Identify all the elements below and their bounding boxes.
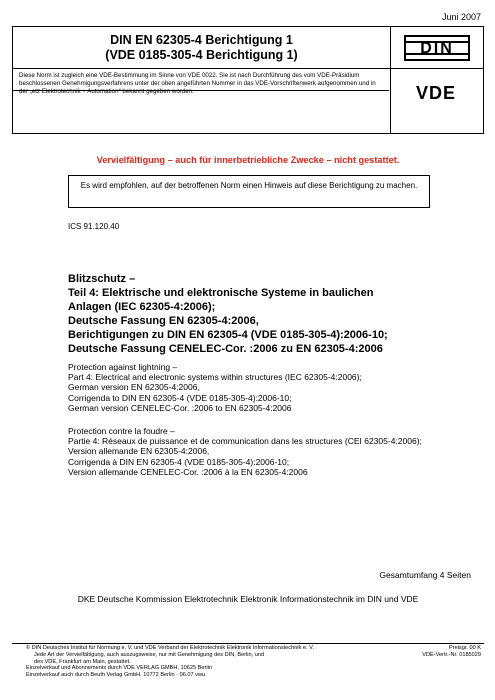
recommendation-box [68,175,430,208]
price-group: Preisgr. 00 K [448,645,481,651]
din-logo-text: DIN [420,40,454,57]
title-en-line: Protection against lightning – [68,362,178,372]
document-title: DIN EN 62305-4 Berichtigung 1 [110,33,293,47]
footer-line: Einzelverkauf und Abonnements durch VDE VERLAG GMBH, 10625 Berlin [26,665,212,672]
header-divider-vertical [390,27,391,133]
title-french [68,426,488,477]
publication-date: Juni 2007 [441,12,481,22]
title-fr-line: Version allemande EN 62305-4:2006, [68,446,210,457]
title-en-line: Corrigenda to DIN EN 62305-4 (VDE 0185-305-4):2006-10; [68,392,292,403]
copy-warning: Vervielfältigung – auch für innerbetriebliche Zwecke – nicht gestattet. [96,155,400,165]
vde-order-number: VDE-Vertr.-Nr. 0185029 [422,651,481,658]
footer-line: Jede Art der Vervielfältigung, auch auszugsweise, nur mit Genehmigung des DIN, Berlin, und [34,651,265,658]
recommendation-text: Es wird empfohlen, auf der betroffenen Norm einen Hinweis auf diese Berichtigung zu machen. [80,181,418,190]
vde-note: Diese Norm ist zugleich eine VDE-Bestimmung im Sinne von VDE 0022. Sie ist nach Durchführung des vom VDE-Präsidium beschlossenen Genehmigungsverfahrens unter der oben angeführten Nummer in das VDE-Vorschriftenwerk aufgenommen und in der „etz Elektrotechnik + Automation“ bekannt gegeben worden. [19,72,376,95]
title-de-line: Berichtigungen zu DIN EN 62305-4 (VDE 0185-305-4):2006-10; [68,329,388,341]
total-pages: Gesamtumfang 4 Seiten [379,570,471,580]
header-divider-1 [13,68,483,69]
title-fr-line: Corrigenda à DIN EN 62305-4 (VDE 0185-305-4):2006-10; [68,456,290,467]
header-box [12,26,484,134]
title-fr-line: Version allemande CENELEC-Cor. :2006 à la EN 62305-4:2006 [68,466,308,477]
title-english [68,362,488,413]
footer-line: des VDE, Frankfurt am Main, gestattet. [34,658,131,665]
footer-divider [12,643,484,644]
dke-line: DKE Deutsche Kommission Elektrotechnik Elektronik Informationstechnik im DIN und VDE [77,594,419,604]
title-fr-line: Protection contre la foudre – [68,426,175,436]
vde-logo: VDE [415,83,456,103]
document-subtitle: (VDE 0185-305-4 Berichtigung 1) [105,48,298,62]
footer-line: © DIN Deutsches Institut für Normung e. V. und VDE Verband der Elektrotechnik Elektronik Informationstechnik e. V. [26,645,314,651]
title-en-line: German version EN 62305-4:2006, [68,382,200,393]
title-de-line: Blitzschutz – [68,273,136,285]
footer-copyright [26,645,406,679]
title-fr-line: Partie 4: Réseaux de puissance et de communication dans les structures (CEI 62305-4:2006); [68,436,422,447]
title-de-line: Deutsche Fassung CENELEC-Cor. :2006 zu EN 62305-4:2006 [68,343,383,355]
title-en-line: German version CENELEC-Cor. :2006 to EN 62305-4:2006 [68,402,292,413]
ics-code: ICS 91.120.40 [68,222,120,231]
din-logo [404,35,470,61]
title-de-line: Teil 4: Elektrische und elektronische Systeme in baulichen [68,287,374,299]
title-en-line: Part 4: Electrical and electronic systems within structures (IEC 62305-4:2006); [68,372,362,383]
title-german [68,272,488,356]
price-info [422,645,481,659]
footer-line: Einzelverkauf auch durch Beuth Verlag GmbH, 10772 Berlin · 06.07 vwu [26,672,206,679]
title-de-line: Anlagen (IEC 62305-4:2006); [68,301,216,313]
title-de-line: Deutsche Fassung EN 62305-4:2006, [68,315,259,327]
